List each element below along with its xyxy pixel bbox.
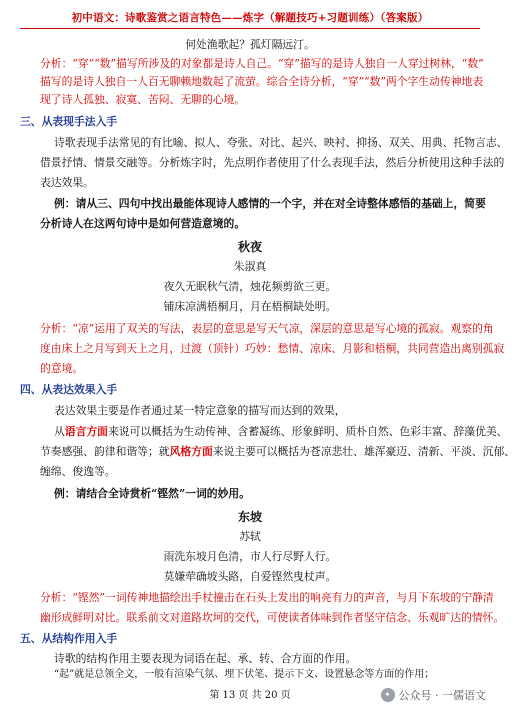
highlight-term: 语言方面 [64, 425, 108, 438]
highlight-term: 风格方面 [169, 445, 213, 458]
analysis-line: 描写的是诗人独自一人百无聊赖地数起了流萤。综合全诗分析，“穿”“数”两个字生动传神地表 [40, 75, 484, 88]
body-line: 表达效果。 [40, 176, 94, 189]
page-number: 第 13 页 共 20 页 [209, 690, 291, 701]
header-title: 初中语文：诗歌鉴赏之语言特色——炼字（解题技巧+习题训练）（答案版） [71, 12, 429, 24]
poem-title: 秋夜 [237, 240, 262, 254]
body-line: 表达效果主要是作者通过某一特定意象的描写而达到的效果， [54, 404, 346, 417]
poem-line: 莫嫌荦确坡头路，自爱铿然曳杖声。 [163, 570, 337, 583]
body-line: 借景抒情、情景交融等。分析炼字时，先点明作者使用了什么表现手法，然后分析使用这种手法的 [40, 156, 505, 169]
analysis-line: 的意境。 [40, 362, 84, 375]
body-line: 节奏感强、韵律和谐等；就风格方面来说主要可以概括为苍凉悲壮、雄浑豪迈、清新、平淡、沉郁、 [40, 445, 515, 458]
wechat-icon: ✦ [381, 688, 395, 702]
body-line: 从语言方面来说可以概括为生动传神、含蓄凝练、形象鲜明、质朴自然、色彩丰富、辞藻优美、 [54, 425, 508, 438]
section-heading: 四、从表达效果入手 [20, 383, 118, 396]
page-header [20, 6, 480, 29]
body-line: 缠绵、俊逸等。 [40, 465, 116, 478]
watermark [381, 687, 487, 703]
poem-title: 东坡 [237, 510, 262, 524]
poem-line: 夜久无眠秋气清，烛花频剪欲三更。 [163, 280, 337, 293]
analysis-line: 幽形成鲜明对比。联系前文对道路坎坷的交代，可使读者体味到作者坚守信念、乐观旷达的情怀。 [40, 611, 505, 624]
body-line: 诗歌表现手法常见的有比喻、拟人、夸张、对比、起兴、映衬、抑扬、双关、用典、托物言志、 [54, 136, 508, 149]
analysis-line: 度由床上之月写到天上之月，过渡（顶针）巧妙：愁情、凉床、月影和梧桐，共同营造出离别孤寂 [40, 342, 505, 355]
poem-author: 朱淑真 [233, 260, 267, 273]
analysis-line: 分析：“凉”运用了双关的写法，表层的意思是写天气凉，深层的意思是写心境的孤寂。观察的角 [40, 322, 494, 335]
analysis-line: 分析：“铿然”一词传神地描绘出手杖撞击在石头上发出的响亮有力的声音，与月下东坡的宁静清 [40, 591, 494, 604]
body-line: 诗歌的结构作用主要表现为词语在起、承、转、合方面的作用。 [54, 652, 357, 665]
section-heading: 五、从结构作用入手 [20, 632, 118, 645]
example-prompt: 例：请从三、四句中找出最能体现诗人感情的一个字，并在对全诗整体感悟的基础上，简要 [54, 197, 486, 210]
analysis-line: 分析：“穿”“数”描写所涉及的对象都是诗人自己。“穿”描写的是诗人独自一人穿过树林，“数” [40, 57, 484, 70]
watermark-text: 公众号 · 一儒语文 [398, 689, 486, 702]
poem-line: 铺床凉满梧桐月，月在梧桐缺处明。 [163, 300, 337, 313]
poem-line: 雨洗东坡月色清，市人行尽野人行。 [163, 550, 337, 563]
poem-author: 苏轼 [239, 530, 261, 543]
example-prompt: 例：请结合全诗赏析“铿然”一词的妙用。 [54, 487, 250, 500]
poem-line: 何处渔歌起？孤灯隔远汀。 [185, 38, 315, 51]
section-heading: 三、从表现手法入手 [20, 115, 118, 128]
analysis-line: 现了诗人孤独、寂寞、苦闷、无聊的心境。 [40, 93, 246, 106]
body-line: “起”就是总领全文，一般有渲染气氛、埋下伏笔、提示下文、设置悬念等方面的作用； [54, 669, 435, 680]
example-prompt: 分析诗人在这两句诗中是如何营造意境的。 [40, 217, 246, 230]
